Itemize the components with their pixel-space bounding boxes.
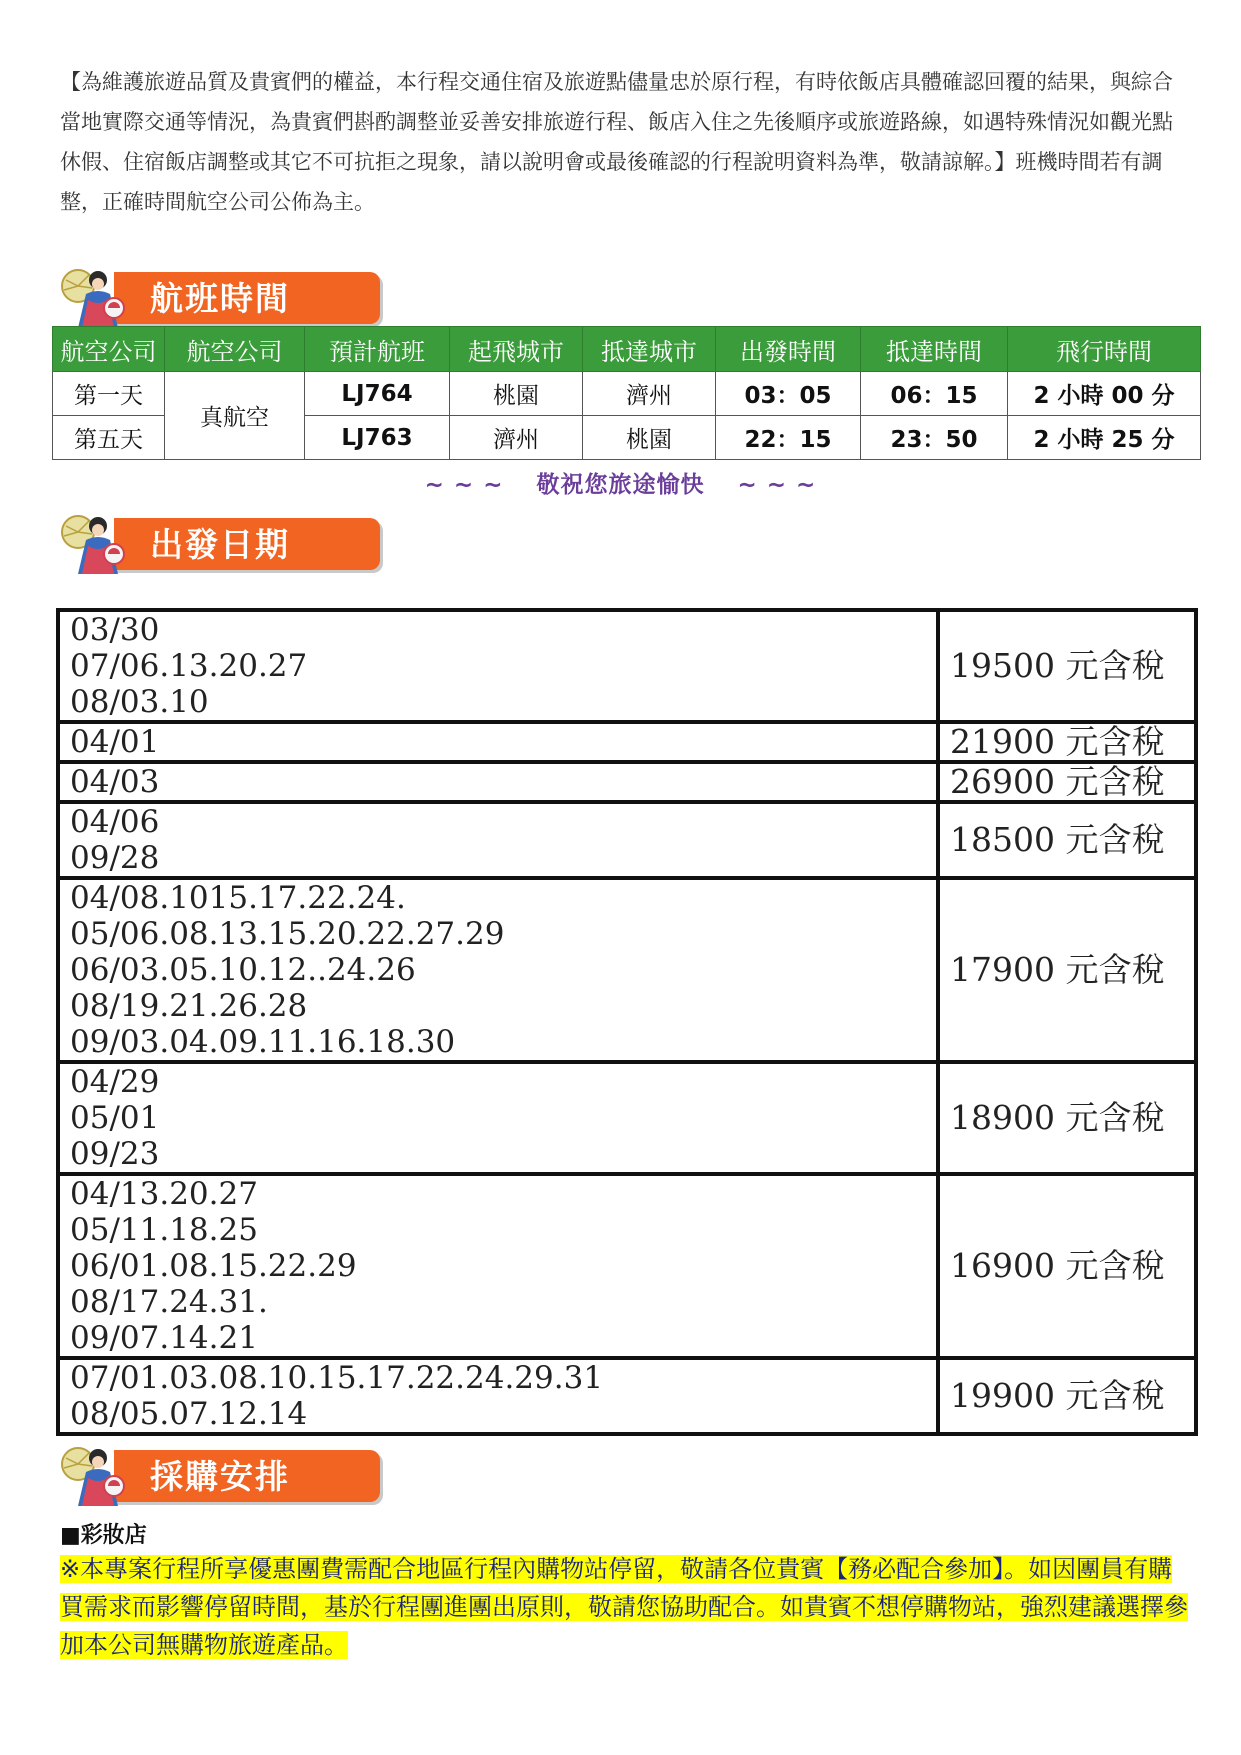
from-cell: 桃園 [450,372,583,416]
date-line: 08/03.10 [70,684,209,720]
from-cell: 濟州 [450,416,583,460]
bon-voyage-text: ~ ~ ~ 敬祝您旅途愉快 ~ ~ ~ [424,472,817,498]
dates-cell [58,610,938,722]
depart-cell: 03：05 [716,372,861,416]
date-line: 09/07.14.21 [70,1320,258,1356]
date-line: 07/06.13.20.27 [70,648,308,684]
date-line: 04/06 [70,804,160,840]
section-header-shopping [58,1440,338,1510]
table-row [58,1062,1196,1174]
dates-cell [58,722,938,762]
to-cell: 桃園 [583,416,716,460]
airline-cell: 真航空 [165,372,305,460]
dates-cell [58,1358,938,1434]
duration-cell: 2 小時 25 分 [1008,416,1201,460]
table-row [58,722,1196,762]
price-cell: 18900 元含稅 [938,1062,1196,1174]
table-row [58,1358,1196,1434]
arrive-cell: 23：50 [861,416,1008,460]
price-cell: 18500 元含稅 [938,802,1196,878]
date-line: 05/01 [70,1100,160,1136]
date-line: 08/19.21.26.28 [70,988,308,1024]
price-cell: 26900 元含稅 [938,762,1196,802]
price-cell: 19500 元含稅 [938,610,1196,722]
header-arrive: 抵達時間 [861,327,1008,372]
flight-cell: LJ764 [305,372,450,416]
to-cell: 濟州 [583,372,716,416]
arrive-cell: 06：15 [861,372,1008,416]
date-line: 09/23 [70,1136,160,1172]
header-flight: 預計航班 [305,327,450,372]
dates-cell [58,1062,938,1174]
day-cell: 第一天 [53,372,165,416]
header-airline-2: 航空公司 [165,327,305,372]
shopping-notice [60,1550,1190,1664]
departure-dates-table [56,608,1198,1436]
dates-cell [58,802,938,878]
date-line: 04/29 [70,1064,160,1100]
hanbok-fan-figure-icon [58,264,128,330]
header-from: 起飛城市 [450,327,583,372]
hanbok-fan-figure-icon [58,1442,128,1508]
table-row [58,878,1196,1062]
highlighted-notice-text: ※本專案行程所享優惠團費需配合地區行程內購物站停留，敬請各位貴賓【務必配合參加】。如因團員有購買需求而影響停留時間，基於行程團進團出原則，敬請您協助配合。如貴賓不想停購物站，強烈建議選擇參加本公司無購物旅遊產品。 [60,1555,1188,1659]
price-cell: 17900 元含稅 [938,878,1196,1062]
flight-cell: LJ763 [305,416,450,460]
date-line: 04/08.1015.17.22.24. [70,880,406,916]
intro-paragraph: 【為維護旅遊品質及貴賓們的權益，本行程交通住宿及旅遊點儘量忠於原行程，有時依飯店具體確認回覆的結果，與綜合當地實際交通等情況，為貴賓們斟酌調整並妥善安排旅遊行程、飯店入住之先後順序或旅遊路線，如遇特殊情況如觀光點休假、住宿飯店調整或其它不可抗拒之現象，請以說明會或最後確認的行程說明資料為準，敬請諒解。】班機時間若有調整，正確時間航空公司公佈為主。 [60,70,1173,214]
date-line: 08/17.24.31. [70,1284,268,1320]
header-to: 抵達城市 [583,327,716,372]
section-title: 航班時間 [150,279,290,318]
price-cell: 16900 元含稅 [938,1174,1196,1358]
hanbok-fan-figure-icon [58,510,128,576]
dates-cell [58,878,938,1062]
store-type-label: ■彩妝店 [60,1523,147,1548]
section-title: 採購安排 [150,1457,290,1496]
date-line: 05/11.18.25 [70,1212,258,1248]
table-row [58,610,1196,722]
date-line: 06/01.08.15.22.29 [70,1248,357,1284]
date-line: 03/30 [70,612,160,648]
flight-table [52,326,1201,460]
day-cell: 第五天 [53,416,165,460]
header-airline: 航空公司 [53,327,165,372]
date-line: 09/03.04.09.11.16.18.30 [70,1024,456,1060]
price-cell: 19900 元含稅 [938,1358,1196,1434]
table-row [58,762,1196,802]
section-title: 出發日期 [150,525,290,564]
date-line: 07/01.03.08.10.15.17.22.24.29.31 [70,1360,604,1396]
date-line: 09/28 [70,840,160,876]
section-header-dates [58,508,338,578]
date-line: 05/06.08.13.15.20.22.27.29 [70,916,505,952]
duration-cell: 2 小時 00 分 [1008,372,1201,416]
date-line: 06/03.05.10.12..24.26 [70,952,416,988]
section-header-flights [58,262,338,332]
header-duration: 飛行時間 [1008,327,1201,372]
dates-cell [58,762,938,802]
table-row [58,802,1196,878]
header-depart: 出發時間 [716,327,861,372]
dates-cell [58,1174,938,1358]
flight-table-header-row [53,327,1201,372]
date-line: 04/01 [70,724,160,760]
date-line: 04/13.20.27 [70,1176,258,1212]
table-row [58,1174,1196,1358]
price-cell: 21900 元含稅 [938,722,1196,762]
depart-cell: 22：15 [716,416,861,460]
table-row [53,372,1201,416]
date-line: 04/03 [70,764,160,800]
date-line: 08/05.07.12.14 [70,1396,308,1432]
